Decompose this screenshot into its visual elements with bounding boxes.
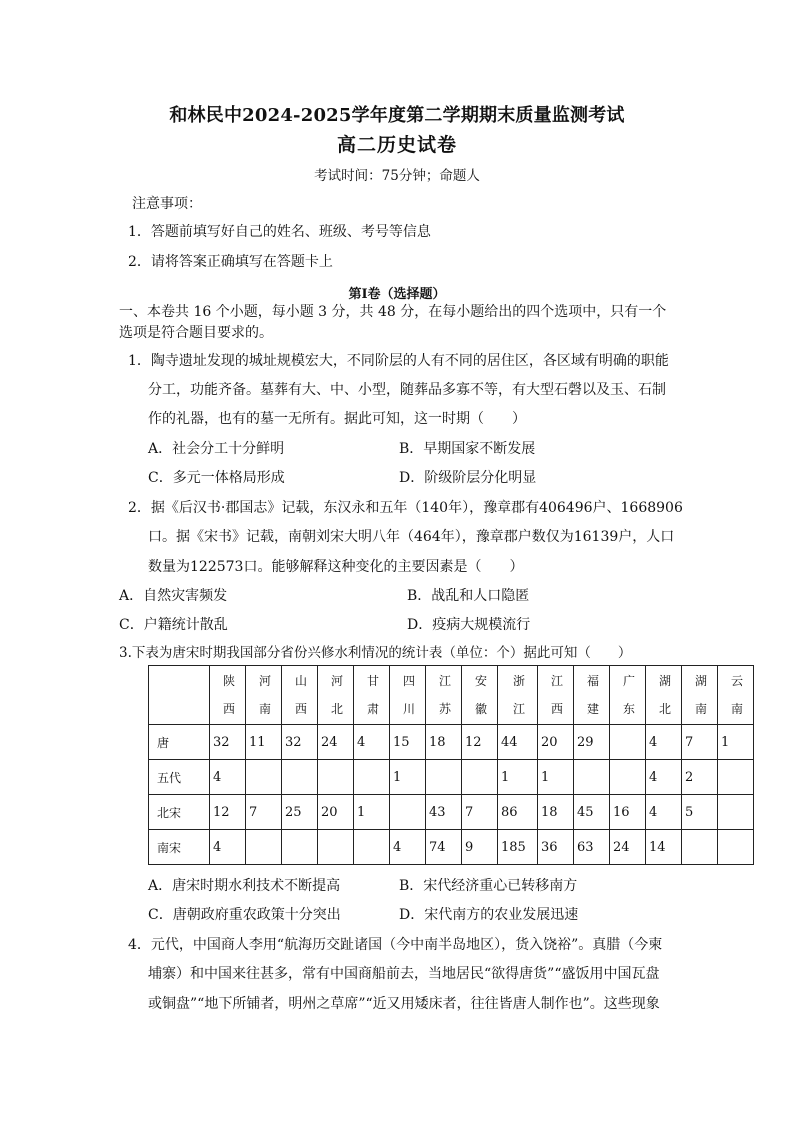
table-cell — [718, 760, 754, 795]
row-label: 北宋 — [149, 795, 210, 830]
table-cell: 16 — [610, 795, 646, 830]
table-cell: 18 — [538, 795, 574, 830]
province-header: 广 东 — [610, 666, 646, 725]
table-cell: 36 — [538, 830, 574, 865]
province-header: 江 苏 — [426, 666, 462, 725]
province-header: 河 北 — [318, 666, 354, 725]
table-cell: 4 — [210, 760, 246, 795]
section-instruction: 选项是符合题目要求的。 — [119, 325, 273, 341]
question-2-stem: 2．据《后汉书·郡国志》记载，东汉永和五年（140年），豫章郡有406496户、1668906 — [128, 500, 683, 516]
question-2-stem: 口。据《宋书》记载，南朝刘宋大明八年（464年），豫章郡户数仅为16139户，人口 — [148, 529, 675, 545]
table-cell: 20 — [318, 795, 354, 830]
table-cell: 7 — [246, 795, 282, 830]
question-2-option-a: A．自然灾害频发 — [119, 588, 228, 604]
table-cell — [246, 830, 282, 865]
table-cell — [574, 760, 610, 795]
question-4-stem: 或铜盘”“地下所铺者，明州之草席”“近又用矮床者，往往皆唐人制作也”。这些现象 — [148, 996, 660, 1012]
table-cell — [390, 795, 426, 830]
table-cell — [682, 830, 718, 865]
table-cell: 4 — [390, 830, 426, 865]
table-cell: 4 — [210, 830, 246, 865]
table-cell: 1 — [718, 725, 754, 760]
table-cell: 14 — [646, 830, 682, 865]
table-header-row — [149, 666, 754, 725]
table-cell: 32 — [282, 725, 318, 760]
question-4-stem: 4．元代，中国商人李用“航海历交趾诸国（今中南半岛地区），货入饶裕”。真腊（今柬 — [128, 937, 663, 953]
table-cell: 185 — [498, 830, 538, 865]
question-1-option-d: D．阶级阶层分化明显 — [399, 470, 537, 486]
province-header: 甘 肃 — [354, 666, 390, 725]
table-cell: 11 — [246, 725, 282, 760]
exam-subtitle: 高二历史试卷 — [336, 134, 457, 156]
table-cell: 9 — [462, 830, 498, 865]
table-cell — [354, 760, 390, 795]
table-cell: 74 — [426, 830, 462, 865]
province-header: 江 西 — [538, 666, 574, 725]
table-cell — [718, 830, 754, 865]
province-header: 浙 江 — [498, 666, 538, 725]
notes-heading: 注意事项： — [132, 196, 202, 212]
table-cell: 32 — [210, 725, 246, 760]
question-2-stem: 数量为122573口。能够解释这种变化的主要因素是（ ） — [148, 559, 524, 575]
table-cell: 5 — [682, 795, 718, 830]
table-cell — [282, 760, 318, 795]
table-cell — [246, 760, 282, 795]
province-header: 四 川 — [390, 666, 426, 725]
table-cell: 4 — [646, 760, 682, 795]
table-cell — [318, 760, 354, 795]
table-cell — [354, 830, 390, 865]
table-row — [149, 725, 754, 760]
province-header: 湖 南 — [682, 666, 718, 725]
table-cell: 12 — [462, 725, 498, 760]
province-header: 云 南 — [718, 666, 754, 725]
irrigation-stats-table — [148, 665, 754, 865]
table-cell: 1 — [538, 760, 574, 795]
table-corner-cell — [149, 666, 210, 725]
table-cell: 1 — [390, 760, 426, 795]
table-cell — [610, 725, 646, 760]
table-cell: 15 — [390, 725, 426, 760]
note-item: 1．答题前填写好自己的姓名、班级、考号等信息 — [128, 224, 431, 240]
question-3-option-c: C．唐朝政府重农政策十分突出 — [148, 907, 341, 923]
table-cell — [718, 795, 754, 830]
section-instruction: 一、本卷共 16 个小题，每小题 3 分，共 48 分，在每小题给出的四个选项中，只有一个 — [119, 304, 667, 320]
exam-title: 和林民中2024-2025学年度第二学期期末质量监测考试 — [169, 105, 625, 126]
table-cell: 24 — [610, 830, 646, 865]
table-cell: 43 — [426, 795, 462, 830]
table-cell: 44 — [498, 725, 538, 760]
question-1-stem: 1．陶寺遗址发现的城址规模宏大，不同阶层的人有不同的居住区，各区域有明确的职能 — [128, 353, 669, 369]
table-cell: 4 — [354, 725, 390, 760]
province-header: 陕 西 — [210, 666, 246, 725]
table-cell: 63 — [574, 830, 610, 865]
row-label: 南宋 — [149, 830, 210, 865]
question-2-option-b: B．战乱和人口隐匿 — [407, 588, 530, 604]
table-cell: 7 — [682, 725, 718, 760]
table-row — [149, 795, 754, 830]
table-cell — [282, 830, 318, 865]
table-cell — [318, 830, 354, 865]
province-header: 河 南 — [246, 666, 282, 725]
table-cell: 86 — [498, 795, 538, 830]
table-cell: 1 — [354, 795, 390, 830]
table-row — [149, 830, 754, 865]
table-cell: 4 — [646, 795, 682, 830]
table-cell: 12 — [210, 795, 246, 830]
row-label: 五代 — [149, 760, 210, 795]
question-4-stem: 埔寨）和中国来往甚多，常有中国商船前去，当地居民“欲得唐货”“盛饭用中国瓦盘 — [148, 966, 660, 982]
question-3-option-d: D．宋代南方的农业发展迅速 — [399, 907, 579, 923]
table-cell: 2 — [682, 760, 718, 795]
table-cell: 24 — [318, 725, 354, 760]
question-3-option-a: A．唐宋时期水利技术不断提高 — [148, 878, 341, 894]
question-2-option-c: C．户籍统计散乱 — [119, 617, 228, 633]
table-cell: 25 — [282, 795, 318, 830]
question-1-option-a: A．社会分工十分鲜明 — [148, 441, 285, 457]
question-1-stem: 分工，功能齐备。墓葬有大、中、小型，随葬品多寡不等，有大型石磬以及玉、石制 — [148, 382, 666, 398]
question-1-option-c: C．多元一体格局形成 — [148, 470, 285, 486]
question-3-stem: 3.下表为唐宋时期我国部分省份兴修水利情况的统计表（单位：个）据此可知（ ） — [119, 645, 632, 661]
province-header: 山 西 — [282, 666, 318, 725]
table-cell: 20 — [538, 725, 574, 760]
row-label: 唐 — [149, 725, 210, 760]
province-header: 安 徽 — [462, 666, 498, 725]
table-cell: 1 — [498, 760, 538, 795]
table-cell — [462, 760, 498, 795]
table-cell — [610, 760, 646, 795]
question-3-option-b: B．宋代经济重心已转移南方 — [399, 878, 578, 894]
question-1-stem: 作的礼器，也有的墓一无所有。据此可知，这一时期（ ） — [148, 411, 526, 427]
table-cell: 4 — [646, 725, 682, 760]
table-cell: 45 — [574, 795, 610, 830]
table-cell: 18 — [426, 725, 462, 760]
table-row — [149, 760, 754, 795]
note-item: 2．请将答案正确填写在答题卡上 — [128, 254, 333, 270]
exam-info: 考试时间：75分钟；命题人 — [314, 168, 480, 184]
province-header: 福 建 — [574, 666, 610, 725]
table-cell: 29 — [574, 725, 610, 760]
section-title: 第I卷（选择题） — [348, 287, 446, 302]
table-cell: 7 — [462, 795, 498, 830]
province-header: 湖 北 — [646, 666, 682, 725]
table-cell — [426, 760, 462, 795]
question-2-option-d: D．疫病大规模流行 — [407, 617, 531, 633]
question-1-option-b: B．早期国家不断发展 — [399, 441, 536, 457]
